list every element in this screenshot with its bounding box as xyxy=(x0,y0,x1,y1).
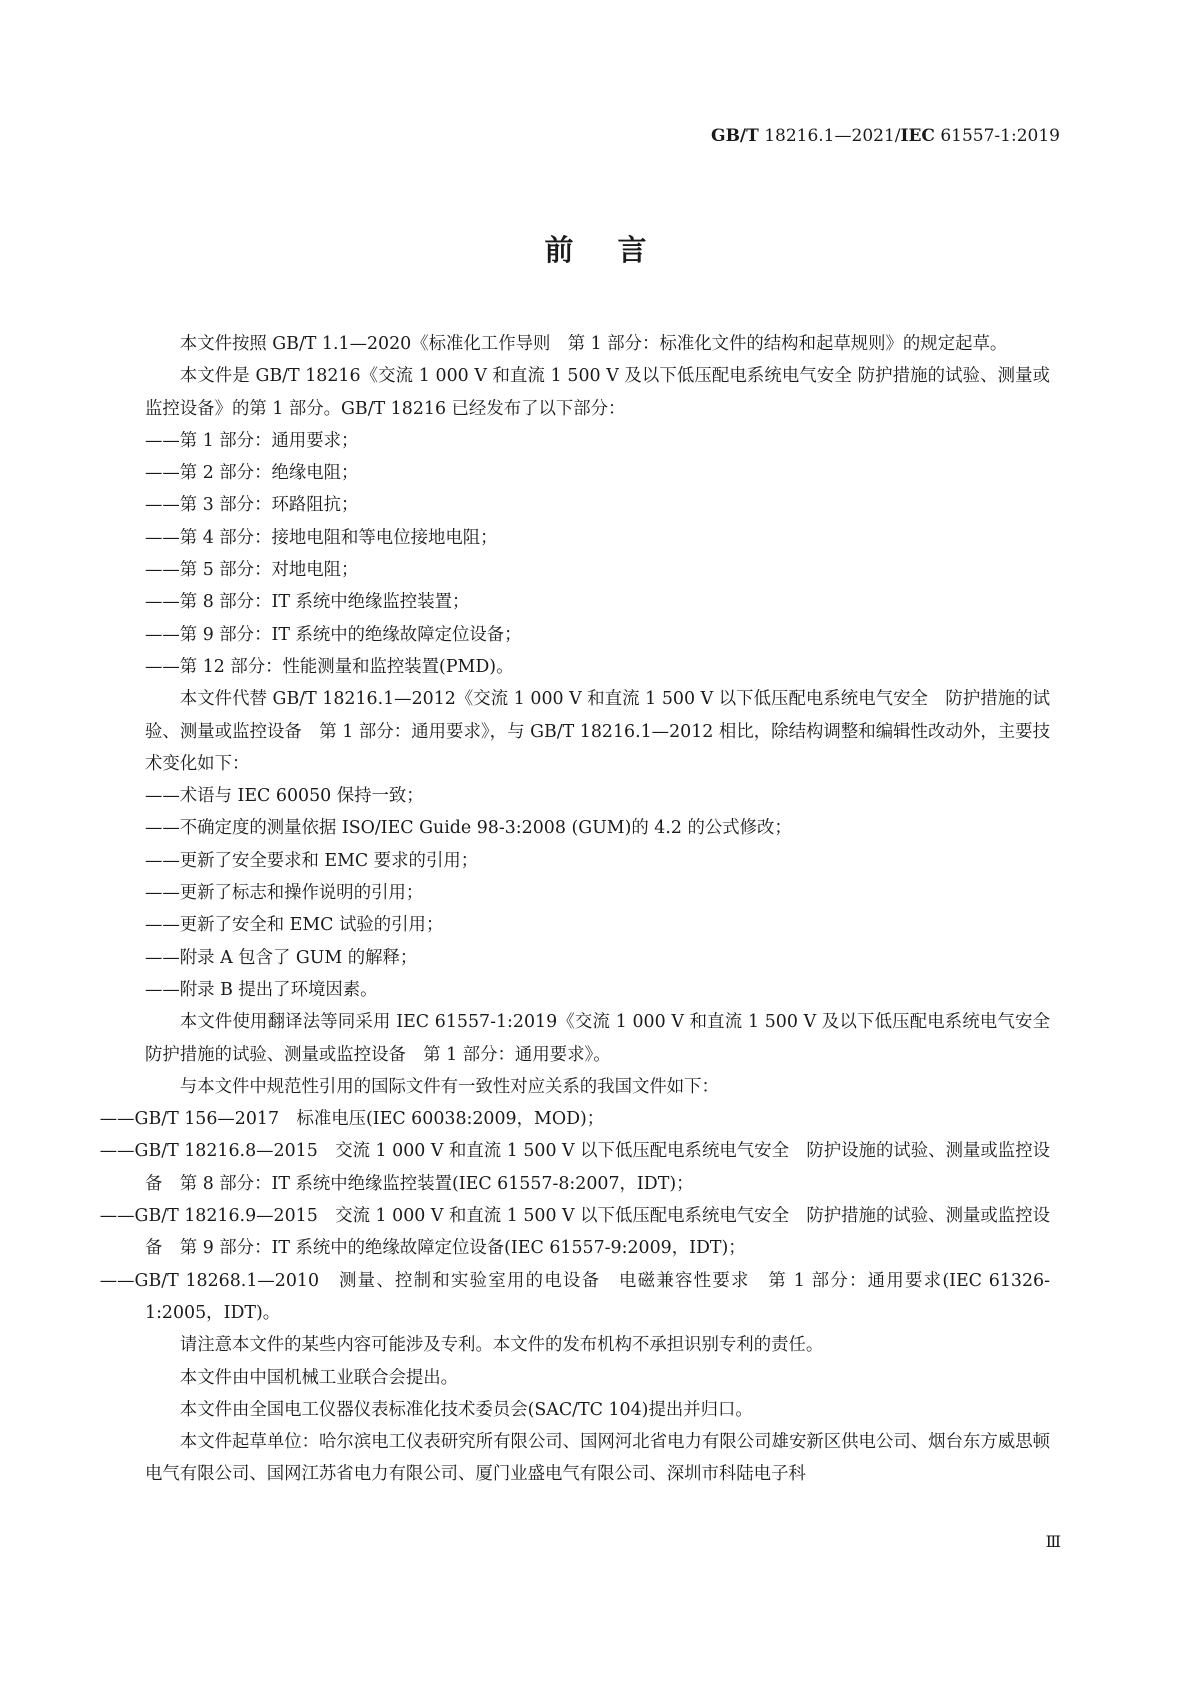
list-item: ——第 3 部分：环路阻抗； xyxy=(145,495,359,516)
paragraph: 本文件由中国机械工业联合会提出。 xyxy=(179,1367,459,1388)
paragraph: 本文件是 GB/T 18216《交流 1 000 V 和直流 1 500 V 及以下低压配电系统电气安全 防护措施的试验、测量或监控设备》的第 1 部分。GB/T 18216 已经发布了以下部分： xyxy=(145,366,1050,419)
header-iec-prefix: IEC xyxy=(900,126,935,146)
header-std-prefix: GB/T xyxy=(711,126,759,146)
list-item: ——第 8 部分：IT 系统中绝缘监控装置； xyxy=(145,592,470,613)
reference-item: ——GB/T 18216.8—2015 交流 1 000 V 和直流 1 500 V 以下低压配电系统电气安全 防护设施的试验、测量或监控设备 第 8 部分：IT 系统中绝缘监控装置(IEC 61557-8:2007，IDT)； xyxy=(99,1141,1050,1194)
document-header xyxy=(711,126,1060,146)
paragraph: 与本文件中规范性引用的国际文件有一致性对应关系的我国文件如下： xyxy=(179,1076,719,1097)
list-item: ——更新了安全和 EMC 试验的引用； xyxy=(145,915,444,936)
list-item: ——第 12 部分：性能测量和监控装置(PMD)。 xyxy=(145,656,514,677)
list-item: ——更新了安全要求和 EMC 要求的引用； xyxy=(145,850,479,871)
paragraph: 本文件由全国电工仪器仪表标准化技术委员会(SAC/TC 104)提出并归口。 xyxy=(179,1399,753,1420)
paragraph: 本文件代替 GB/T 18216.1—2012《交流 1 000 V 和直流 1 500 V 以下低压配电系统电气安全 防护措施的试验、测量或监控设备 第 1 部分：通用要求》，与 GB/T 18216.1—2012 相比，除结构调整和编辑性改动外，主要技术变化如下： xyxy=(145,689,1050,774)
reference-item: ——GB/T 156—2017 标准电压(IEC 60038:2009，MOD)； xyxy=(99,1109,605,1130)
list-item: ——第 5 部分：对地电阻； xyxy=(145,560,359,581)
page-title: 前言 xyxy=(544,233,691,267)
list-item: ——附录 B 提出了环境因素。 xyxy=(145,979,378,1000)
paragraph: 本文件按照 GB/T 1.1—2020《标准化工作导则 第 1 部分：标准化文件的结构和起草规则》的规定起草。 xyxy=(179,334,1008,354)
list-item: ——第 1 部分：通用要求； xyxy=(145,430,359,451)
reference-item: ——GB/T 18268.1—2010 测量、控制和实验室用的电设备 电磁兼容性要求 第 1 部分：通用要求(IEC 61326-1:2005，IDT)。 xyxy=(99,1270,1050,1323)
foreword-body xyxy=(99,328,1068,1491)
paragraph: 请注意本文件的某些内容可能涉及专利。本文件的发布机构不承担识别专利的责任。 xyxy=(179,1335,824,1356)
list-item: ——第 2 部分：绝缘电阻； xyxy=(145,463,359,484)
list-item: ——第 4 部分：接地电阻和等电位接地电阻； xyxy=(145,527,498,548)
list-item: ——第 9 部分：IT 系统中的绝缘故障定位设备； xyxy=(145,624,522,645)
reference-item: ——GB/T 18216.9—2015 交流 1 000 V 和直流 1 500 V 以下低压配电系统电气安全 防护措施的试验、测量或监控设备 第 9 部分：IT 系统中的绝缘故障定位设备(IEC 61557-9:2009，IDT)； xyxy=(99,1206,1050,1259)
list-item: ——不确定度的测量依据 ISO/IEC Guide 98-3:2008 (GUM)的 4.2 的公式修改； xyxy=(145,818,792,839)
list-item: ——附录 A 包含了 GUM 的解释； xyxy=(145,947,418,968)
paragraph: 本文件使用翻译法等同采用 IEC 61557-1:2019《交流 1 000 V 和直流 1 500 V 及以下低压配电系统电气安全 防护措施的试验、测量或监控设备 第 1 部分：通用要求》。 xyxy=(145,1012,1068,1065)
list-item: ——术语与 IEC 60050 保持一致； xyxy=(145,786,424,807)
page-number: Ⅲ xyxy=(1045,1532,1061,1551)
header-iec-number: 61557-1:2019 xyxy=(934,126,1060,146)
list-item: ——更新了标志和操作说明的引用； xyxy=(145,883,424,904)
paragraph: 本文件起草单位：哈尔滨电工仪表研究所有限公司、国网河北省电力有限公司雄安新区供电公司、烟台东方威思顿电气有限公司、国网江苏省电力有限公司、厦门业盛电气有限公司、深圳市科陆电子科 xyxy=(145,1432,1050,1485)
header-std-number: 18216.1—2021/ xyxy=(758,126,901,146)
